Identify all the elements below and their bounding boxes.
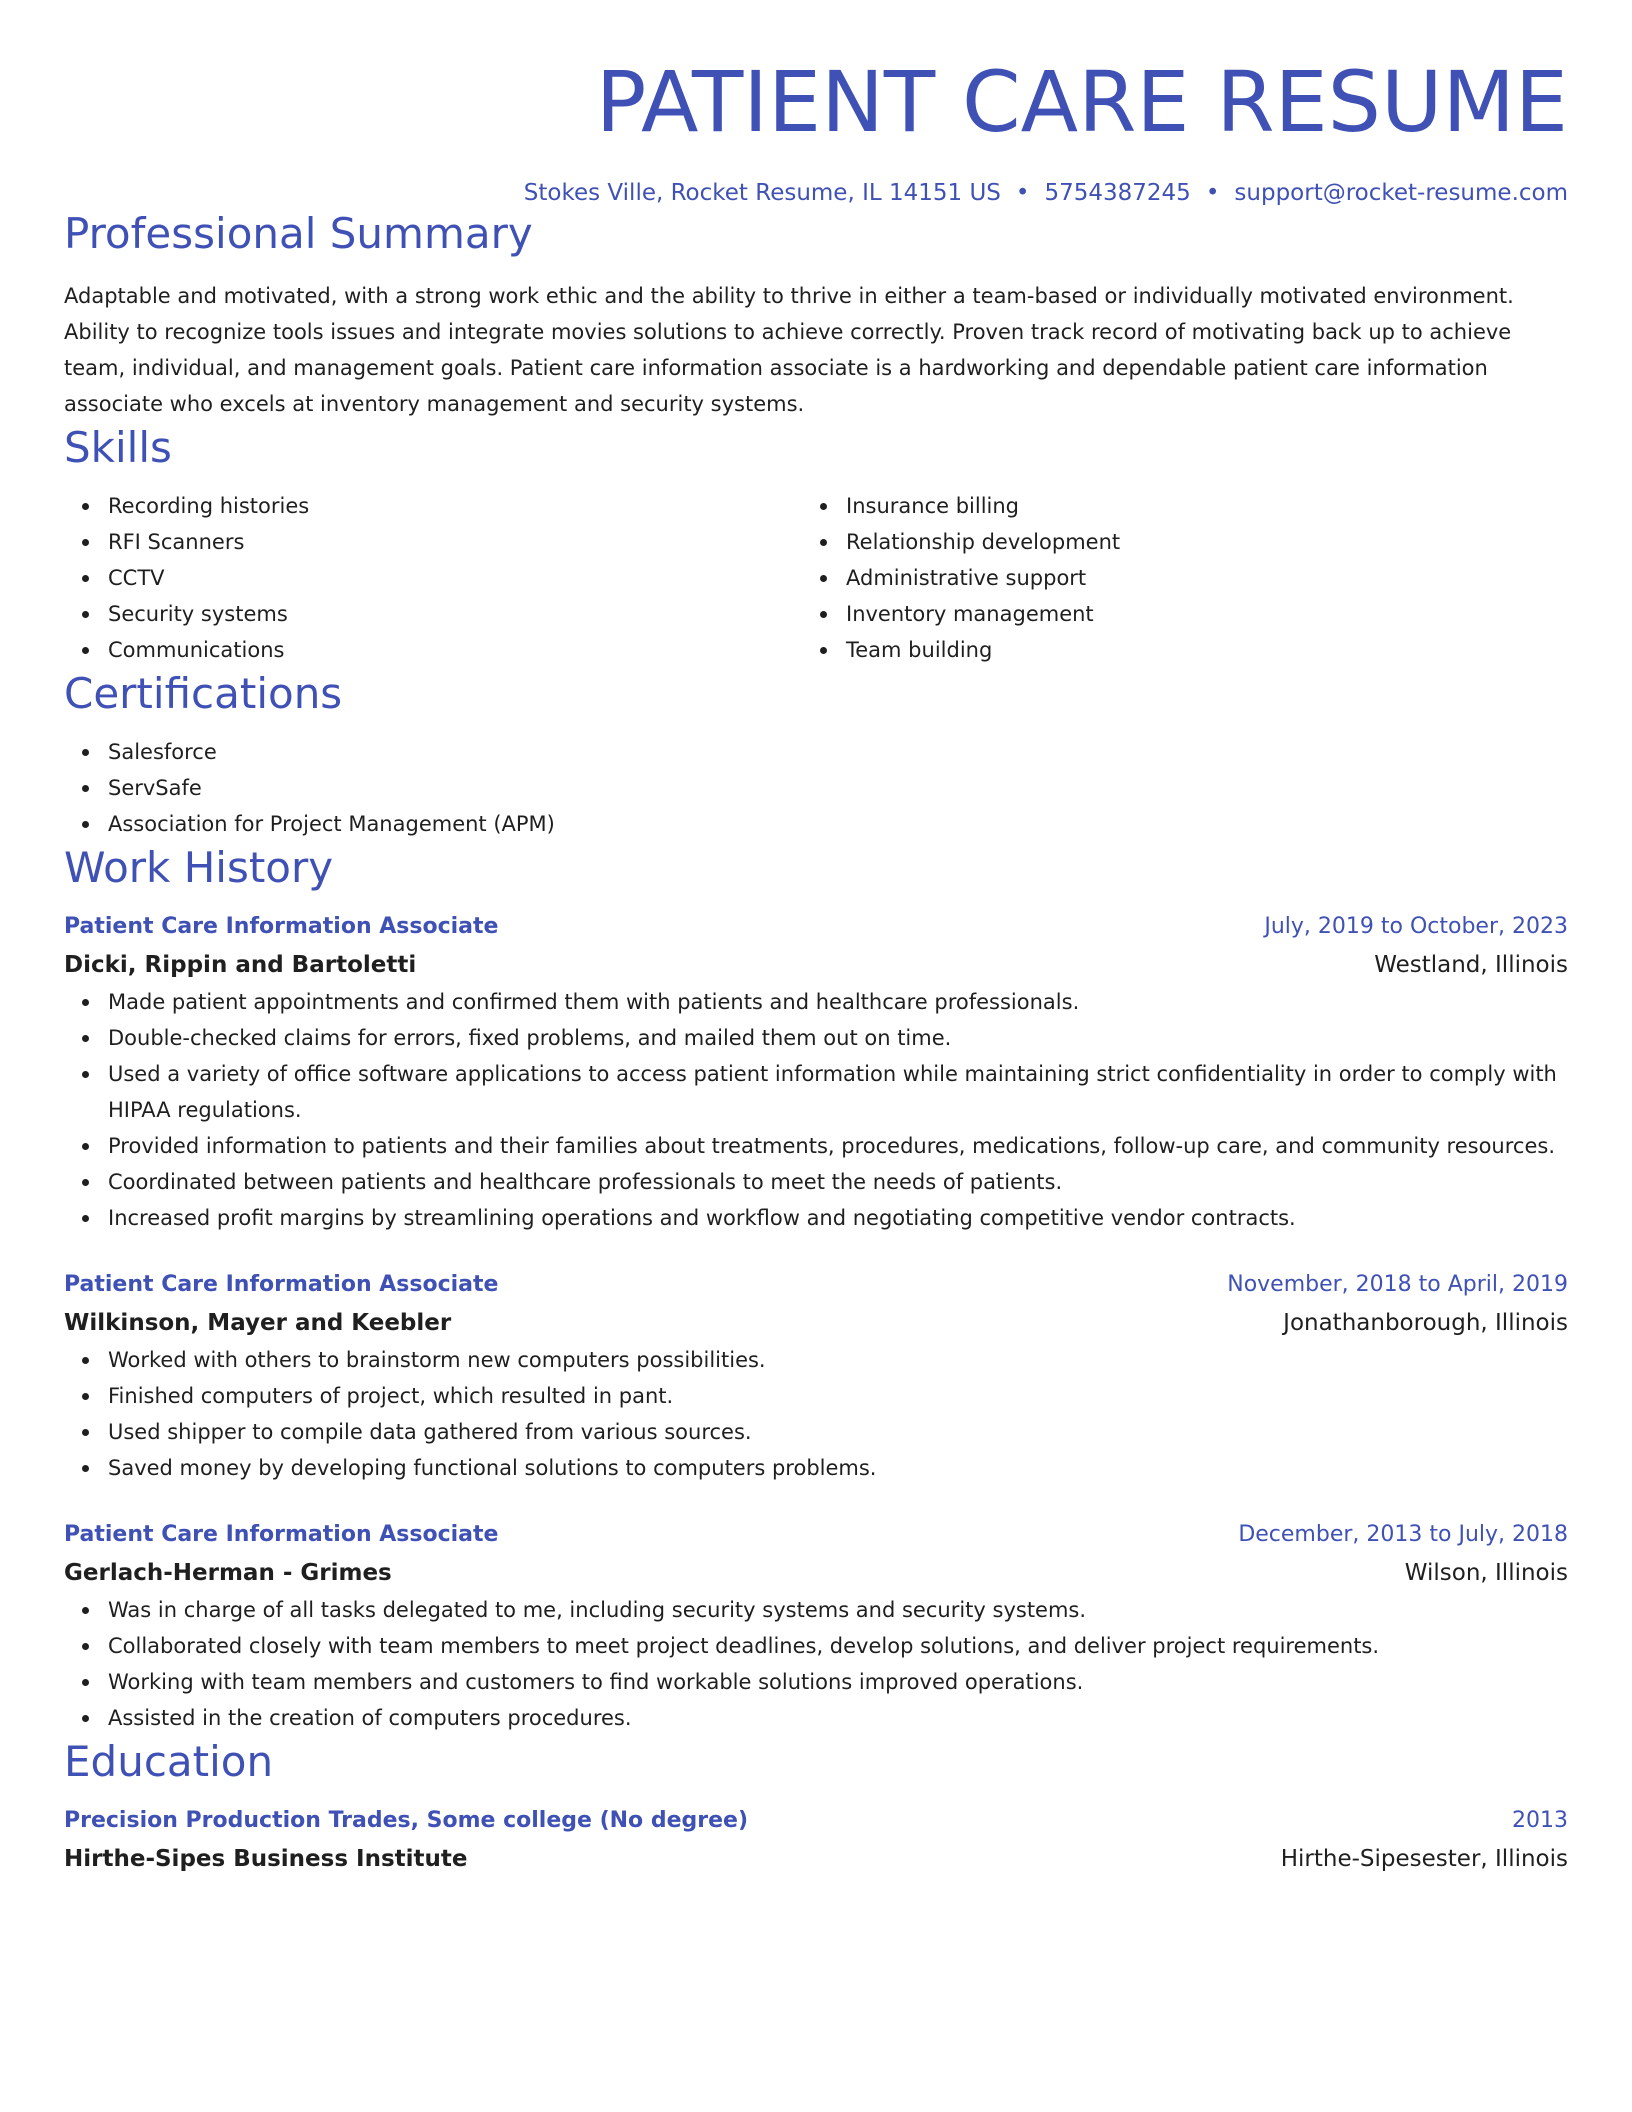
job-location: Westland, Illinois [1374,952,1568,978]
job-location: Wilson, Illinois [1404,1560,1568,1586]
work-history-heading: Work History [64,843,334,892]
job-location: Jonathanborough, Illinois [1283,1310,1568,1336]
skill-item: CCTV [108,560,816,596]
job-entry [64,908,1568,1236]
job-duty: Used a variety of office software applications to access patient information while maintaining strict confidentiality in order to comply with HIPAA regulations. [108,1056,1568,1128]
job-duty: Working with team members and customers to find workable solutions improved operations. [108,1664,1568,1700]
skill-item: Recording histories [108,488,816,524]
school-location: Hirthe-Sipesester, Illinois [1280,1846,1568,1872]
skill-item: Insurance billing [846,488,1568,524]
contact-email: support@rocket-resume.com [1234,180,1568,206]
job-title: Patient Care Information Associate [64,1272,499,1297]
job-entry [64,1266,1568,1486]
job-duties [64,1342,1568,1486]
job-duty: Finished computers of project, which resulted in pant. [108,1378,1568,1414]
job-dates: December, 2013 to July, 2018 [1238,1522,1568,1547]
employer-name: Dicki, Rippin and Bartoletti [64,952,417,978]
education-year: 2013 [1512,1808,1568,1833]
summary-heading: Professional Summary [64,209,533,258]
job-duty: Provided information to patients and their families about treatments, procedures, medications, follow-up care, and community resources. [108,1128,1568,1164]
job-title: Patient Care Information Associate [64,914,499,939]
job-duty: Used shipper to compile data gathered from various sources. [108,1414,1568,1450]
job-title: Patient Care Information Associate [64,1522,499,1547]
skill-item: Relationship development [846,524,1568,560]
job-duty: Coordinated between patients and healthcare professionals to meet the needs of patients. [108,1164,1568,1200]
education-heading: Education [64,1737,274,1786]
job-duty: Was in charge of all tasks delegated to me, including security systems and security systems. [108,1592,1568,1628]
job-duty: Double-checked claims for errors, fixed problems, and mailed them out on time. [108,1020,1568,1056]
certification-item: ServSafe [108,770,1568,806]
job-dates: November, 2018 to April, 2019 [1227,1272,1568,1297]
skills-column-left [64,488,816,668]
contact-separator: • [1015,180,1030,206]
job-duties [64,984,1568,1236]
contact-phone: 5754387245 [1044,180,1191,206]
job-duty: Increased profit margins by streamlining operations and workflow and negotiating competitive vendor contracts. [108,1200,1568,1236]
job-duty: Made patient appointments and confirmed them with patients and healthcare professionals. [108,984,1568,1020]
resume-title: PATIENT CARE RESUME [595,53,1568,151]
skills-list [64,488,1568,668]
skill-item: Inventory management [846,596,1568,632]
skill-item: Security systems [108,596,816,632]
job-duty: Collaborated closely with team members to meet project deadlines, develop solutions, and deliver project requirements. [108,1628,1568,1664]
job-duty: Saved money by developing functional solutions to computers problems. [108,1450,1568,1486]
certification-item: Salesforce [108,734,1568,770]
job-duties [64,1592,1568,1736]
job-dates: July, 2019 to October, 2023 [1264,914,1568,939]
skill-item: Administrative support [846,560,1568,596]
skill-item: RFI Scanners [108,524,816,560]
skills-heading: Skills [64,423,172,472]
job-duty: Assisted in the creation of computers procedures. [108,1700,1568,1736]
degree-name: Precision Production Trades, Some college (No degree) [64,1808,748,1833]
certifications-list [64,734,1568,842]
skill-item: Communications [108,632,816,668]
certifications-heading: Certifications [64,669,343,718]
skills-column-right [816,488,1568,668]
certification-item: Association for Project Management (APM) [108,806,1568,842]
contact-line [64,178,1568,208]
skill-item: Team building [846,632,1568,668]
job-duty: Worked with others to brainstorm new computers possibilities. [108,1342,1568,1378]
contact-address: Stokes Ville, Rocket Resume, IL 14151 US [523,180,1001,206]
job-entry [64,1516,1568,1736]
employer-name: Gerlach-Herman - Grimes [64,1560,392,1586]
education-entry [64,1802,1568,1878]
summary-text: Adaptable and motivated, with a strong work ethic and the ability to thrive in either a team-based or individually motivated environment. Ability to recognize tools issues and integrate movies solutions to achieve correctly. Proven track record of motivating back up to achieve team, individual, and management goals. Patient care information associate is a hardworking and dependable patient care information associate who excels at inventory management and security systems. [64,284,1514,416]
school-name: Hirthe-Sipes Business Institute [64,1846,468,1872]
employer-name: Wilkinson, Mayer and Keebler [64,1310,452,1336]
contact-separator: • [1205,180,1220,206]
